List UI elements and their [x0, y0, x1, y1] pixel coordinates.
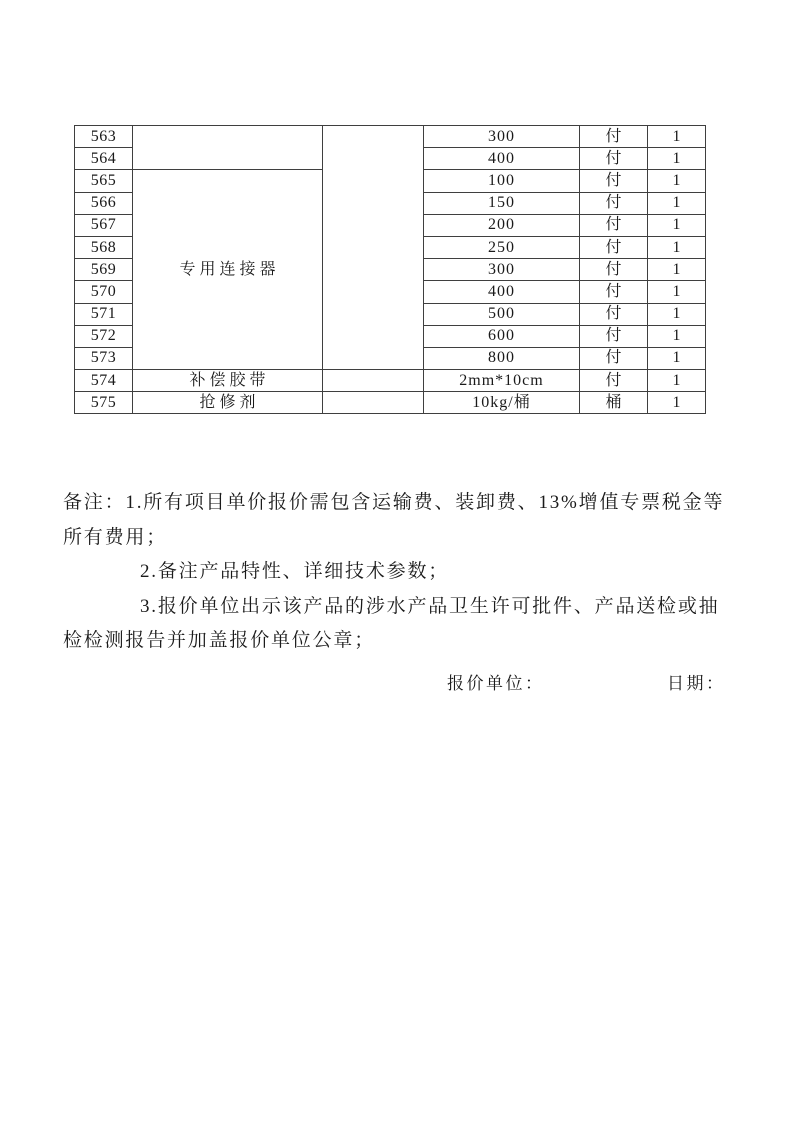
- row-number-cell: 569: [75, 259, 133, 281]
- middle-cell: [323, 392, 424, 414]
- qty-cell: 1: [648, 281, 706, 303]
- qty-cell: 1: [648, 170, 706, 192]
- unit-cell: 付: [580, 148, 648, 170]
- note-line: 3.报价单位出示该产品的涉水产品卫生许可批件、产品送检或抽: [140, 595, 720, 617]
- unit-cell: 付: [580, 192, 648, 214]
- row-number-cell: 564: [75, 148, 133, 170]
- spec-cell: 400: [424, 281, 580, 303]
- table-row: [75, 392, 706, 414]
- unit-cell: 付: [580, 126, 648, 148]
- spec-cell: 150: [424, 192, 580, 214]
- row-number-cell: 574: [75, 370, 133, 392]
- qty-cell: 1: [648, 259, 706, 281]
- remarks-section: [63, 486, 743, 659]
- item-name-cell: 补偿胶带: [133, 370, 323, 392]
- row-number-cell: 573: [75, 347, 133, 369]
- row-number-cell: 571: [75, 303, 133, 325]
- unit-cell: 付: [580, 259, 648, 281]
- middle-merged-cell: [323, 126, 424, 370]
- spec-cell: 100: [424, 170, 580, 192]
- qty-cell: 1: [648, 126, 706, 148]
- note-line: 检检测报告并加盖报价单位公章；: [63, 630, 376, 651]
- qty-cell: 1: [648, 148, 706, 170]
- unit-cell: 付: [580, 347, 648, 369]
- qty-cell: 1: [648, 325, 706, 347]
- unit-cell: 付: [580, 370, 648, 392]
- middle-cell: [323, 370, 424, 392]
- qty-cell: 1: [648, 370, 706, 392]
- unit-cell: 付: [580, 325, 648, 347]
- qty-cell: 1: [648, 347, 706, 369]
- spec-cell: 500: [424, 303, 580, 325]
- unit-cell: 付: [580, 170, 648, 192]
- row-number-cell: 563: [75, 126, 133, 148]
- unit-cell: 付: [580, 236, 648, 258]
- unit-cell: 桶: [580, 392, 648, 414]
- qty-cell: 1: [648, 192, 706, 214]
- qty-cell: 1: [648, 303, 706, 325]
- spec-cell: 200: [424, 214, 580, 236]
- note-line: 2.备注产品特性、详细技术参数；: [140, 561, 450, 582]
- spec-cell: 300: [424, 259, 580, 281]
- table-row: [75, 370, 706, 392]
- unit-cell: 付: [580, 281, 648, 303]
- quotation-table: [74, 125, 706, 414]
- note-line: 备注：1.所有项目单价报价需包含运输费、装卸费、13%增值专票税金等: [63, 492, 725, 513]
- spec-cell: 2mm*10cm: [424, 370, 580, 392]
- spec-cell: 800: [424, 347, 580, 369]
- unit-cell: 付: [580, 214, 648, 236]
- item-name-cell-connector: 专用连接器: [133, 170, 323, 370]
- date-label: 日期：: [667, 674, 726, 693]
- row-number-cell: 566: [75, 192, 133, 214]
- table-row: [75, 126, 706, 148]
- row-number-cell: 567: [75, 214, 133, 236]
- qty-cell: 1: [648, 214, 706, 236]
- row-number-cell: 575: [75, 392, 133, 414]
- spec-cell: 600: [424, 325, 580, 347]
- row-number-cell: 565: [75, 170, 133, 192]
- qty-cell: 1: [648, 236, 706, 258]
- note-line: 所有费用；: [63, 526, 168, 548]
- spec-cell: 10kg/桶: [424, 392, 580, 414]
- item-name-cell-carryover: [133, 126, 323, 170]
- spec-cell: 250: [424, 236, 580, 258]
- row-number-cell: 570: [75, 281, 133, 303]
- row-number-cell: 568: [75, 236, 133, 258]
- quote-unit-label: 报价单位：: [447, 674, 545, 693]
- row-number-cell: 572: [75, 325, 133, 347]
- item-name-cell: 抢修剂: [133, 392, 323, 414]
- spec-cell: 300: [424, 126, 580, 148]
- unit-cell: 付: [580, 303, 648, 325]
- qty-cell: 1: [648, 392, 706, 414]
- spec-cell: 400: [424, 148, 580, 170]
